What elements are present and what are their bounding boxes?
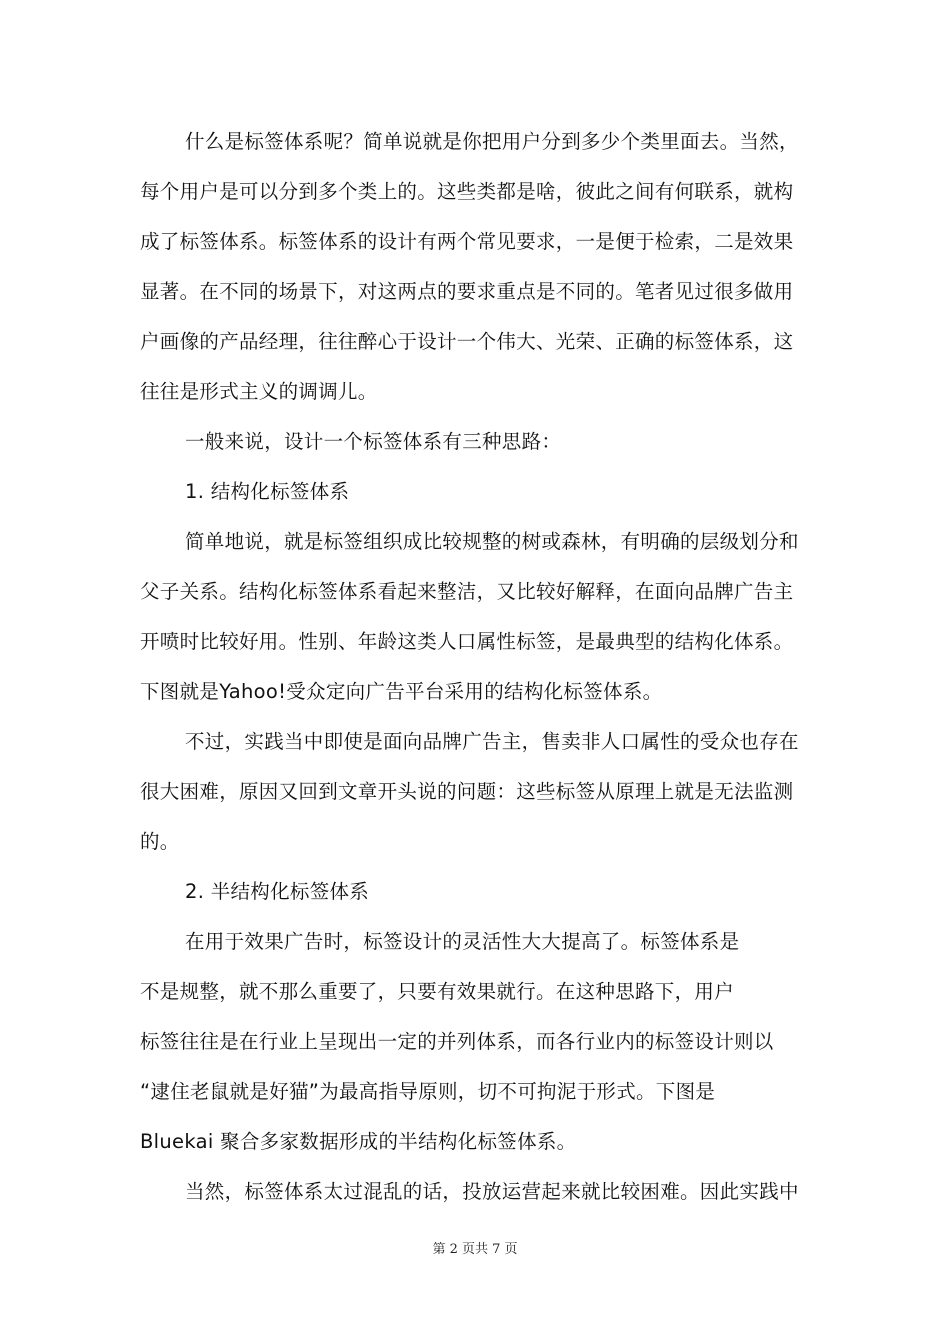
paragraph-line: 父子关系。结构化标签体系看起来整洁，又比较好解释，在面向品牌广告主	[140, 580, 794, 603]
section-heading: 1. 结构化标签体系	[185, 480, 350, 503]
paragraph-line: 什么是标签体系呢？简单说就是你把用户分到多少个类里面去。当然，	[185, 130, 799, 153]
paragraph-line: 往往是形式主义的调调儿。	[140, 380, 378, 403]
paragraph-line: 成了标签体系。标签体系的设计有两个常见要求，一是便于检索，二是效果	[140, 230, 794, 253]
paragraph-line: 每个用户是可以分到多个类上的。这些类都是啥，彼此之间有何联系，就构	[140, 180, 794, 203]
paragraph-line: 户画像的产品经理，往往醉心于设计一个伟大、光荣、正确的标签体系，这	[140, 330, 794, 353]
paragraph-line: 标签往往是在行业上呈现出一定的并列体系，而各行业内的标签设计则以	[140, 1030, 774, 1053]
paragraph-line: 显著。在不同的场景下，对这两点的要求重点是不同的。笔者见过很多做用	[140, 280, 794, 303]
paragraph-line: 当然，标签体系太过混乱的话，投放运营起来就比较困难。因此实践中	[185, 1180, 799, 1203]
paragraph-line: 在用于效果广告时，标签设计的灵活性大大提高了。标签体系是	[185, 930, 740, 953]
paragraph-line: 很大困难，原因又回到文章开头说的问题：这些标签从原理上就是无法监测	[140, 780, 794, 803]
paragraph-line: “逮住老鼠就是好猫”为最高指导原则，切不可拘泥于形式。下图是	[140, 1080, 716, 1103]
paragraph-line: 不是规整，就不那么重要了，只要有效果就行。在这种思路下，用户	[140, 980, 735, 1003]
paragraph-line: 一般来说，设计一个标签体系有三种思路：	[185, 430, 562, 453]
page-number-footer: 第 2 页共 7 页	[432, 1242, 518, 1257]
section-heading: 2. 半结构化标签体系	[185, 880, 370, 903]
paragraph-line: 开喷时比较好用。性别、年龄这类人口属性标签，是最典型的结构化体系。	[140, 630, 794, 653]
paragraph-line: 简单地说，就是标签组织成比较规整的树或森林，有明确的层级划分和	[185, 530, 799, 553]
paragraph-line: Bluekai 聚合多家数据形成的半结构化标签体系。	[140, 1130, 577, 1153]
paragraph-line: 下图就是Yahoo!受众定向广告平台采用的结构化标签体系。	[140, 680, 663, 703]
paragraph-line: 的。	[140, 830, 180, 853]
paragraph-line: 不过，实践当中即使是面向品牌广告主，售卖非人口属性的受众也存在	[185, 730, 799, 753]
